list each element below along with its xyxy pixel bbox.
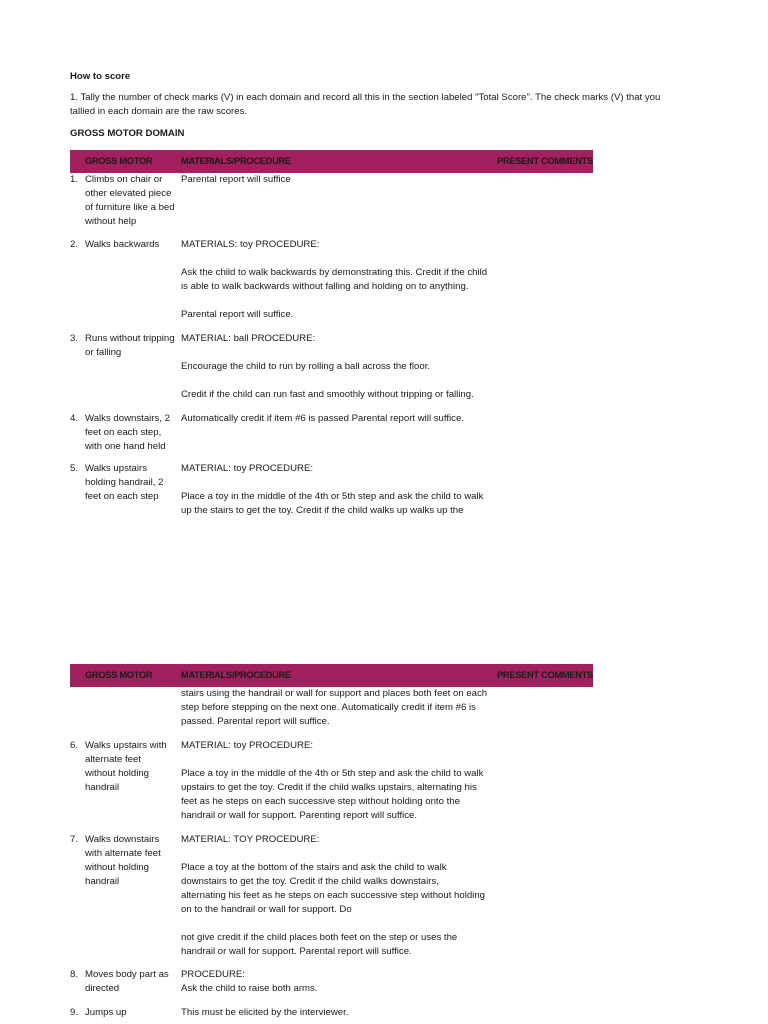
- procedure-line: Encourage the child to run by rolling a ball across the floor.: [181, 361, 431, 372]
- procedure-line: Place a toy in the middle of the 4th or 5th step and ask the child to walk: [181, 768, 484, 779]
- procedure-text: [181, 388, 501, 402]
- header-materials-procedure: MATERIALS/PROCEDURE: [181, 156, 291, 166]
- header-gross-motor: GROSS MOTOR: [85, 156, 153, 166]
- item-line: Runs without tripping: [85, 333, 175, 344]
- header-materials-procedure: MATERIALS/PROCEDURE: [181, 670, 291, 680]
- header-gross-motor: GROSS MOTOR: [85, 670, 153, 680]
- item-line: alternate feet: [85, 754, 142, 765]
- item-line: other elevated piece: [85, 188, 172, 199]
- procedure-text: [181, 1006, 501, 1020]
- procedure-line: downstairs to get the toy. Credit if the child walks downstairs,: [181, 876, 439, 887]
- procedure-text: [181, 412, 501, 426]
- item-text: [85, 238, 185, 252]
- procedure-line: feet as he steps on each successive step without holding onto the: [181, 796, 460, 807]
- item-line: feet on each step: [85, 491, 159, 502]
- item-text: [85, 1006, 185, 1020]
- item-number: 3.: [70, 333, 79, 344]
- how-to-score-heading: How to score: [70, 71, 131, 82]
- item-number: 1.: [70, 174, 79, 185]
- procedure-line: stairs using the handrail or wall for support and places both feet on each: [181, 688, 488, 699]
- item-line: Walks upstairs: [85, 463, 148, 474]
- item-line: Walks downstairs: [85, 834, 160, 845]
- procedure-text: [181, 490, 501, 518]
- intro-line: 1. Tally the number of check marks (V) in each domain and record all this in the section labeled "Total Score". The check marks (V) that you: [70, 92, 661, 103]
- procedure-line: passed. Parental report will suffice.: [181, 716, 330, 727]
- domain-heading: GROSS MOTOR DOMAIN: [70, 128, 185, 139]
- item-number: 9.: [70, 1007, 79, 1018]
- item-text: [85, 968, 185, 996]
- procedure-line: This must be elicited by the interviewer.: [181, 1007, 349, 1018]
- procedure-text: [181, 238, 501, 252]
- procedure-line: MATERIALS: toy PROCEDURE:: [181, 239, 320, 250]
- procedure-text: [181, 687, 501, 729]
- procedure-line: MATERIAL: toy PROCEDURE:: [181, 463, 314, 474]
- item-line: Moves body part as: [85, 969, 169, 980]
- item-line: of furniture like a bed: [85, 202, 175, 213]
- intro-line: tallied in each domain are the raw scores.: [70, 106, 248, 117]
- procedure-text: [181, 739, 501, 753]
- procedure-line: Place a toy at the bottom of the stairs and ask the child to walk: [181, 862, 447, 873]
- procedure-line: upstairs to get the toy. Credit if the child walks upstairs, alternating his: [181, 782, 477, 793]
- item-line: holding handrail, 2: [85, 477, 164, 488]
- procedure-line: not give credit if the child places both feet on the step or uses the: [181, 932, 458, 943]
- procedure-line: alternating his feet as he steps on each successive step without holding: [181, 890, 485, 901]
- procedure-line: up the stairs to get the toy. Credit if the child walks up walks up the: [181, 505, 464, 516]
- procedure-line: handrail or wall for support. Parental report will suffice.: [181, 946, 412, 957]
- procedure-line: step before stepping on the next one. Automatically credit if item #6 is: [181, 702, 476, 713]
- procedure-line: Ask the child to raise both arms.: [181, 983, 318, 994]
- procedure-line: PROCEDURE:: [181, 969, 245, 980]
- item-number: 5.: [70, 463, 79, 474]
- item-text: [85, 173, 185, 229]
- item-line: handrail: [85, 782, 120, 793]
- procedure-line: Parental report will suffice.: [181, 309, 294, 320]
- intro-paragraph: [70, 91, 690, 119]
- procedure-line: Credit if the child can run fast and smoothly without tripping or falling.: [181, 389, 474, 400]
- procedure-text: [181, 173, 501, 187]
- procedure-text: [181, 861, 501, 917]
- item-line: Walks upstairs with: [85, 740, 167, 751]
- item-line: directed: [85, 983, 120, 994]
- procedure-text: [181, 266, 501, 294]
- procedure-text: [181, 360, 501, 374]
- item-line: handrail: [85, 876, 120, 887]
- table-header: [70, 664, 593, 687]
- procedure-text: [181, 332, 501, 346]
- item-line: without help: [85, 216, 137, 227]
- procedure-text: [181, 462, 501, 476]
- table-header: [70, 150, 593, 173]
- procedure-line: handrail or wall for support. Parenting report will suffice.: [181, 810, 418, 821]
- procedure-text: [181, 833, 501, 847]
- procedure-line: MATERIAL: toy PROCEDURE:: [181, 740, 314, 751]
- procedure-text: [181, 308, 501, 322]
- procedure-line: Automatically credit if item #6 is passed Parental report will suffice.: [181, 413, 464, 424]
- procedure-line: is able to walk backwards without falling and holding on to anything.: [181, 281, 469, 292]
- item-text: [85, 739, 185, 795]
- procedure-line: Parental report will suffice: [181, 174, 291, 185]
- item-line: or falling: [85, 347, 122, 358]
- item-number: 2.: [70, 239, 79, 250]
- item-number: 8.: [70, 969, 79, 980]
- procedure-text: [181, 767, 501, 823]
- item-text: [85, 332, 185, 360]
- procedure-line: on to the handrail or wall for support. Do: [181, 904, 352, 915]
- procedure-text: [181, 931, 501, 959]
- procedure-text: [181, 968, 501, 996]
- item-line: Climbs on chair or: [85, 174, 163, 185]
- item-line: Walks backwards: [85, 239, 160, 250]
- item-text: [85, 833, 185, 889]
- header-present-comments: PRESENT COMMENTS: [497, 670, 593, 680]
- item-line: feet on each step,: [85, 427, 162, 438]
- item-line: Walks downstairs, 2: [85, 413, 170, 424]
- item-number: 4.: [70, 413, 79, 424]
- item-number: 6.: [70, 740, 79, 751]
- item-line: with alternate feet: [85, 848, 161, 859]
- procedure-line: MATERIAL: ball PROCEDURE:: [181, 333, 316, 344]
- header-present-comments: PRESENT COMMENTS: [497, 156, 593, 166]
- item-text: [85, 462, 185, 504]
- item-text: [85, 412, 185, 454]
- item-line: without holding: [85, 862, 150, 873]
- procedure-line: Place a toy in the middle of the 4th or 5th step and ask the child to walk: [181, 491, 484, 502]
- item-line: without holding: [85, 768, 150, 779]
- procedure-line: Ask the child to walk backwards by demonstrating this. Credit if the child: [181, 267, 488, 278]
- procedure-line: MATERIAL: TOY PROCEDURE:: [181, 834, 320, 845]
- item-line: Jumps up: [85, 1007, 127, 1018]
- item-number: 7.: [70, 834, 79, 845]
- item-line: with one hand held: [85, 441, 166, 452]
